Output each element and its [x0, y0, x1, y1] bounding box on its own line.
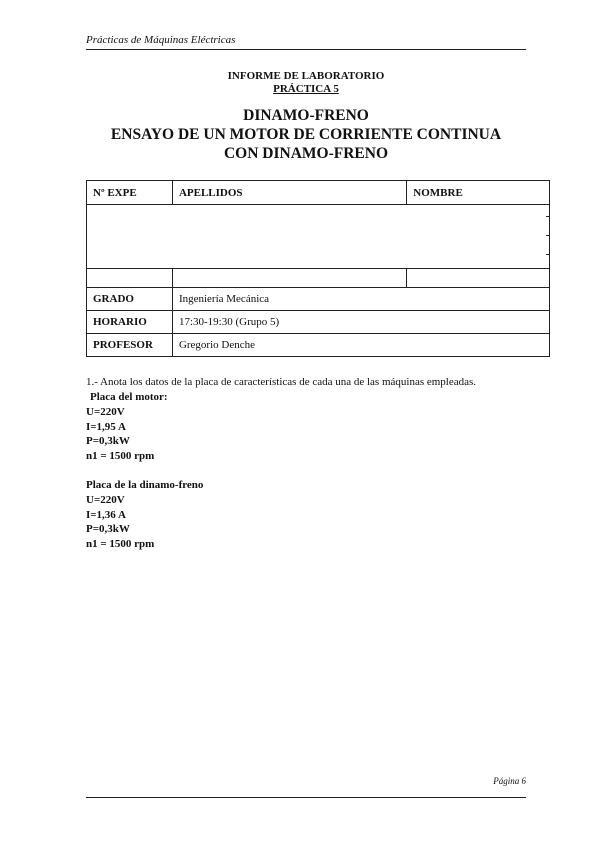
dinamo-plate-title: Placa de la dinamo-freno — [86, 479, 204, 491]
profesor-row — [87, 334, 550, 357]
horario-label: HORARIO — [87, 311, 173, 334]
question-1: 1.- Anota los datos de la placa de características de cada una de las máquinas empleadas. — [86, 376, 477, 388]
motor-voltage: U=220V — [86, 406, 125, 418]
expe-cell[interactable] — [87, 269, 173, 288]
dinamo-voltage: U=220V — [86, 494, 125, 506]
col-apellidos-header: APELLIDOS — [172, 181, 406, 205]
col-nombre-header: NOMBRE — [407, 181, 550, 205]
motor-plate-title: Placa del motor: — [90, 391, 168, 403]
entry-blank-area — [87, 205, 550, 269]
nombre-cell[interactable] — [407, 269, 550, 288]
dinamo-power: P=0,3kW — [86, 523, 130, 535]
dinamo-speed: n1 = 1500 rpm — [86, 537, 155, 550]
col-expe-header: Nº EXPE — [87, 181, 173, 205]
horario-value: 17:30-19:30 (Grupo 5) — [172, 311, 549, 334]
motor-current: I=1,95 A — [86, 420, 126, 433]
table-header-row — [87, 181, 550, 205]
header-rule — [86, 49, 526, 50]
blank-entry-cell[interactable] — [87, 205, 550, 269]
dinamo-specs — [86, 493, 154, 551]
title-line-3: CON DINAMO-FRENO — [223, 145, 389, 162]
profesor-value: Gregorio Denche — [172, 334, 549, 357]
footer-rule — [86, 797, 526, 798]
dinamo-current: I=1,36 A — [86, 508, 126, 521]
profesor-label: PROFESOR — [87, 334, 173, 357]
title-line-1: DINAMO-FRENO — [243, 107, 369, 124]
motor-power: P=0,3kW — [86, 435, 130, 447]
page-number: Página 6 — [493, 776, 526, 786]
horario-row — [87, 311, 550, 334]
entry-row — [87, 269, 550, 288]
apellidos-cell[interactable] — [172, 269, 406, 288]
grado-label: GRADO — [87, 288, 173, 311]
grado-value: Ingeniería Mecánica — [172, 288, 549, 311]
title-line-2: ENSAYO DE UN MOTOR DE CORRIENTE CONTINUA — [110, 126, 502, 143]
practice-number: PRÁCTICA 5 — [273, 83, 339, 95]
grado-row — [87, 288, 550, 311]
student-info-table — [86, 180, 550, 357]
motor-speed: n1 = 1500 rpm — [86, 449, 155, 462]
margin-tick — [546, 216, 550, 217]
margin-tick — [546, 254, 550, 255]
margin-tick — [546, 235, 550, 236]
running-header: Prácticas de Máquinas Eléctricas — [86, 34, 236, 46]
report-label: INFORME DE LABORATORIO — [227, 70, 385, 82]
motor-specs — [86, 405, 154, 463]
